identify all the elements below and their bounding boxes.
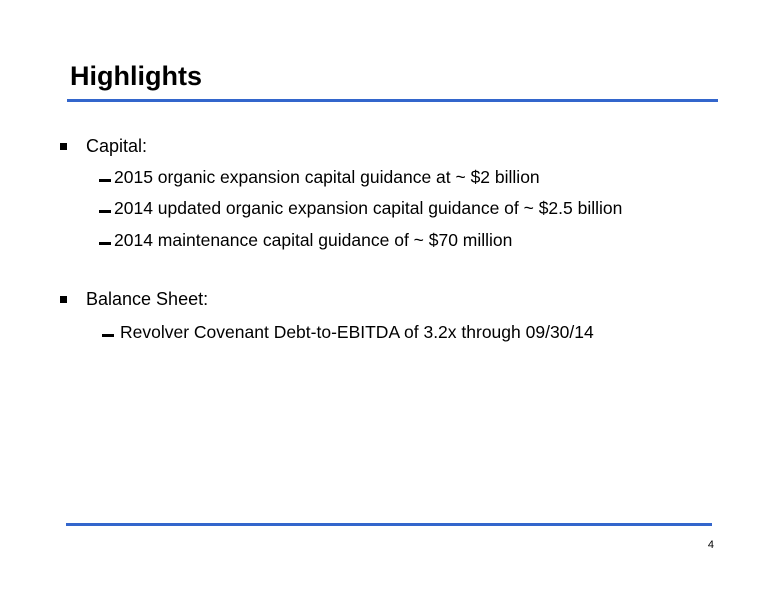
sub-bullet-text: Revolver Covenant Debt-to-EBITDA of 3.2x through 09/30/14 (120, 322, 594, 342)
sub-bullet-text: 2014 maintenance capital guidance of ~ $70 million (114, 230, 513, 250)
bullet-capital (60, 134, 147, 158)
sub-bullet-item (99, 165, 540, 189)
page-number: 4 (707, 539, 714, 551)
bullet-heading: Capital: (86, 136, 148, 156)
dash-bullet-icon (99, 179, 111, 182)
dash-bullet-icon (102, 334, 114, 337)
sub-bullet-item (102, 320, 594, 344)
sub-bullet-text: 2014 updated organic expansion capital guidance of ~ $2.5 billion (114, 198, 623, 218)
sub-bullet-item (99, 228, 512, 252)
bullet-heading: Balance Sheet: (86, 289, 209, 309)
bullet-balance-sheet (60, 287, 208, 311)
sub-bullet-text: 2015 organic expansion capital guidance at ~ $2 billion (114, 167, 540, 187)
square-bullet-icon (60, 143, 67, 150)
slide-title: Highlights (70, 61, 202, 91)
square-bullet-icon (60, 296, 67, 303)
dash-bullet-icon (99, 210, 111, 213)
dash-bullet-icon (99, 242, 111, 245)
title-underline (67, 99, 718, 102)
sub-bullet-item (99, 196, 622, 220)
footer-rule (66, 523, 712, 526)
